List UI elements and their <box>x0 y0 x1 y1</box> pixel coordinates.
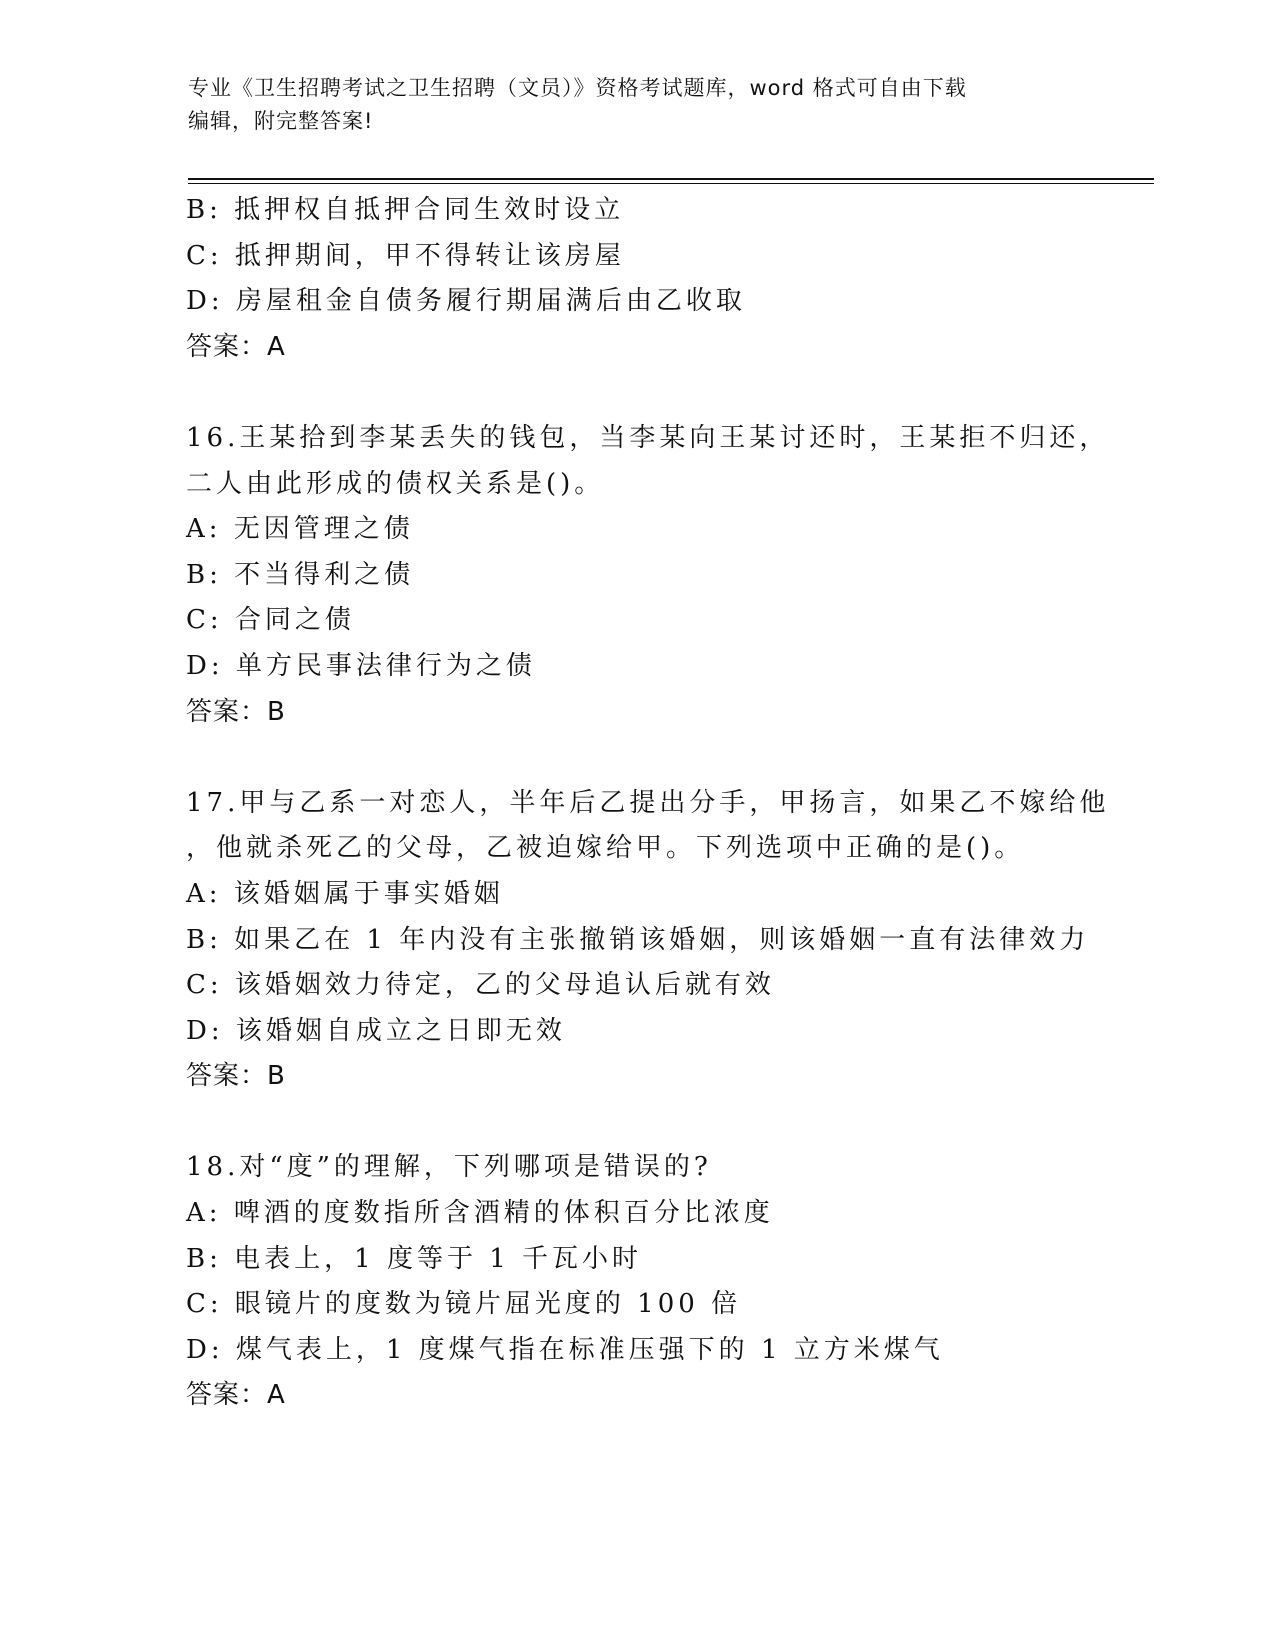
question-list <box>186 188 1166 1419</box>
question-block-16 <box>186 416 1166 735</box>
question-text-line-1: 16.王某拾到李某丢失的钱包，当李某向王某讨还时，王某拒不归还， <box>186 422 1110 453</box>
option-b: B: 不当得利之债 <box>186 559 415 590</box>
answer-line: 答案：B <box>186 696 286 727</box>
spacer <box>186 735 1166 781</box>
question-text-line-1: 17.甲与乙系一对恋人，半年后乙提出分手，甲扬言，如果乙不嫁给他 <box>186 787 1110 818</box>
option-b: B: 如果乙在 1 年内没有主张撤销该婚姻，则该婚姻一直有法律效力 <box>186 924 1090 955</box>
answer-line: 答案：A <box>186 331 286 362</box>
option-c: C: 合同之债 <box>186 605 355 636</box>
question-block-15 <box>186 188 1166 370</box>
option-a: A: 该婚姻属于事实婚姻 <box>186 878 504 909</box>
option-a: A: 无因管理之债 <box>186 514 414 545</box>
option-c: C: 抵押期间，甲不得转让该房屋 <box>186 240 625 271</box>
header-divider-thick <box>188 178 1154 180</box>
answer-line: 答案：A <box>186 1380 286 1411</box>
option-c: C: 该婚姻效力待定，乙的父母追认后就有效 <box>186 970 775 1001</box>
option-d: D: 房屋租金自债务履行期届满后由乙收取 <box>186 286 746 317</box>
option-c: C: 眼镜片的度数为镜片屈光度的 100 倍 <box>186 1289 742 1320</box>
option-d: D: 煤气表上，1 度煤气指在标准压强下的 1 立方米煤气 <box>186 1334 944 1365</box>
header-line-1: 专业《卫生招聘考试之卫生招聘（文员）》资格考试题库，word 格式可自由下载 <box>188 76 967 100</box>
document-header <box>188 72 1088 138</box>
question-text-line-2: 二人由此形成的债权关系是()。 <box>186 468 605 499</box>
option-b: B: 电表上，1 度等于 1 千瓦小时 <box>186 1243 643 1274</box>
spacer <box>186 1100 1166 1146</box>
option-b: B: 抵押权自抵押合同生效时设立 <box>186 195 625 225</box>
answer-line: 答案：B <box>186 1061 286 1092</box>
header-divider-thin <box>188 183 1154 184</box>
question-block-17 <box>186 781 1166 1100</box>
header-line-2: 编辑，附完整答案! <box>188 109 374 133</box>
option-d: D: 该婚姻自成立之日即无效 <box>186 1015 566 1046</box>
option-a: A: 啤酒的度数指所含酒精的体积百分比浓度 <box>186 1198 774 1229</box>
question-text-line-1: 18.对“度”的理解，下列哪项是错误的? <box>186 1152 712 1183</box>
spacer <box>186 370 1166 416</box>
option-d: D: 单方民事法律行为之债 <box>186 650 536 681</box>
question-text-line-2: ，他就杀死乙的父母，乙被迫嫁给甲。下列选项中正确的是()。 <box>186 833 1025 864</box>
question-block-18 <box>186 1145 1166 1419</box>
